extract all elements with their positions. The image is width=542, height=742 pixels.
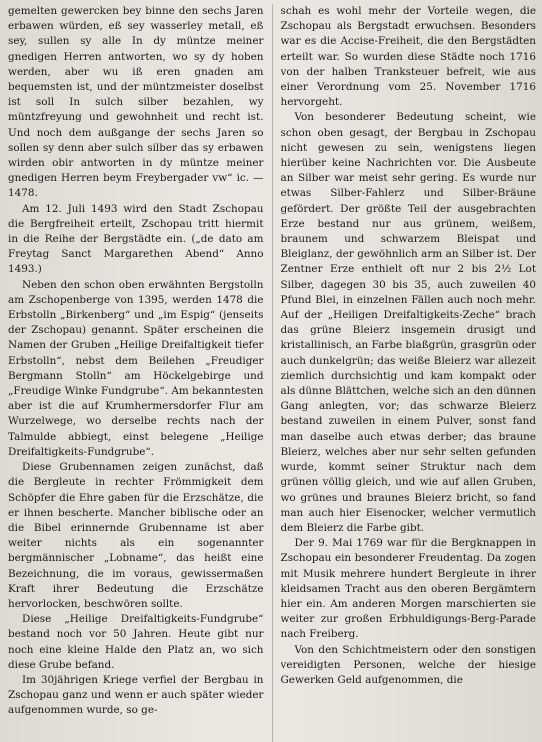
paragraph: Diese Grubennamen zeigen zunächst, daß die Bergleute in rechter Frömmigkeit dem Schöpfer die Ehre gaben für die Erzschätze, die er ihnen bescherte. Mancher biblische oder an die Bibel erinnernde Grubenname ist aber weiter nichts als ein sogenannter bergmännischer „Lobname“, das heißt eine Bezeichnung, die im voraus, gewissermaßen Kraft ihrer Bedeutung die Erzschätze hervorlocken, beschwören sollte. bbox=[8, 461, 264, 610]
paragraph: Im 30jährigen Kriege verfiel der Bergbau in Zschopau ganz und wenn er auch später wieder aufgenommen wurde, so ge- bbox=[8, 673, 264, 717]
column-divider bbox=[272, 4, 273, 742]
paragraph: Von besonderer Bedeutung scheint, wie schon oben gesagt, der Bergbau in Zschopau nicht gewesen zu sein, wenigstens liegen hierüber keine Nachrichten vor. Die Ausbeute an Silber war meist sehr gering. Es wurde nur etwas Silber-Fahlerz und Silber-Bräune gefördert. Der größte Teil der ausgebrachten Erze bestand nur aus grünem, weißem, braunem und schwarzem Bleispat und Bleiglanz, der gewöhnlich arm an Silber ist. Der Zentner Erze enthielt oft nur 2 bis 2½ Lot Silber, dagegen 30 bis 35, auch zuweilen 40 Pfund Blei, in einzelnen Fällen auch noch mehr. Auf der „Heiligen Dreifaltigkeits-Zeche“ brach das grüne Bleierz insgemein drusigt und kristallinisch, an Farbe blaßgrün, grasgrün oder auch dunkelgrün; das weiße Bleierz war allezeit ziemlich durchsichtig und kam kompakt oder als dünne Blättchen, welche sich an den dünnen Gang anlegten, vor; das schwarze Bleierz bestand zuweilen in einem Pulver, sonst fand man daselbe auch etwas derber; das braune Bleierz, welches aber nur sehr selten gefunden wurde, kommt seiner Struktur nach dem grünen völlig gleich, und wie auf allen Gruben, wo grünes und braunes Bleierz bricht, so fand man auch hier Eisenocker, welcher vermutlich dem Bleierz die Farbe gibt. bbox=[280, 111, 536, 534]
paragraph: Von den Schichtmeistern oder den sonstigen vereidigten Personen, welche der hiesige Gewerken Geld aufgenommen, die bbox=[280, 643, 536, 686]
right-column bbox=[281, 4, 537, 742]
paragraph: Diese „Heilige Dreifaltigkeits-Fundgrube“ bestand noch vor 50 Jahren. Heute gibt nur noch eine kleine Halde den Platz an, wo sich diese Grube befand. bbox=[8, 613, 264, 671]
paragraph: Am 12. Juli 1493 wird den Stadt Zschopau die Bergfreiheit erteilt, Zschopau tritt hiermit in die Reihe der Bergstädte ein. („de dato am Freytag Sanct Margarethen Abend“ Anno 1493.) bbox=[8, 202, 264, 276]
paragraph: Der 9. Mai 1769 war für die Bergknappen in Zschopau ein besonderer Freudentag. Da zogen mit Musik mehrere hundert Bergleute in ihrer kleidsamen Tracht aus den oberen Bergämtern hier ein. Am anderen Morgen marschierten sie weiter zur großen Erbhuldigungs-Berg-Parade nach Freiberg. bbox=[280, 537, 536, 641]
left-column bbox=[8, 4, 264, 742]
text-columns bbox=[8, 4, 536, 742]
paragraph: schah es wohl mehr der Vorteile wegen, die Zschopau als Bergstadt erwuchsen. Besonders war es die Accise-Freiheit, die den Bergstädten erteilt war. So wurden diese Städte noch 1716 von der halben Tranksteuer befreit, wie aus einer Verordnung vom 25. November 1716 hervorgeht. bbox=[280, 5, 536, 109]
paragraph: gemelten gewercken bey binne den sechs Jaren erbawen würden, eß sey wasserley metall, eß sey, sullen sy alle In dy müntze meiner gnedigen Herren antworten, wo sy dy hoben werden, aber wu iß eren gnaden am bequemsten ist, und der müntzmeister doselbst ist soll In sulch silber bezahlen, wy müntzfreyung und gewohnheit und recht ist. Und noch dem außgange der sechs Jaren so sollen sy denn aber sulch silber das sy erbawen wirden obir antworten in dy müntze meiner gnedigen Herren beym Freybergader vw“ ic. — 1478. bbox=[8, 5, 264, 200]
paragraph: Neben den schon oben erwähnten Bergstolln am Zschopenberge von 1395, werden 1478 die Erbstolln „Birkenberg“ und „im Espig“ (jenseits der Zschopau) genannt. Später erscheinen die Namen der Gruben „Heilige Dreifaltigkeit tiefer Erbstolln“, nebst dem Beilehen „Freudiger Bergmann Stolln“ am Höckelgebirge und „Freudige Winke Fundgrube“. Am bekanntesten aber ist die auf Krumhermersdorfer Flur am Wurzelwege, wo derselbe rechts nach der Talmulde abbiegt, einst belegene „Heilige Dreifaltigkeits-Fundgrube“. bbox=[8, 278, 264, 458]
